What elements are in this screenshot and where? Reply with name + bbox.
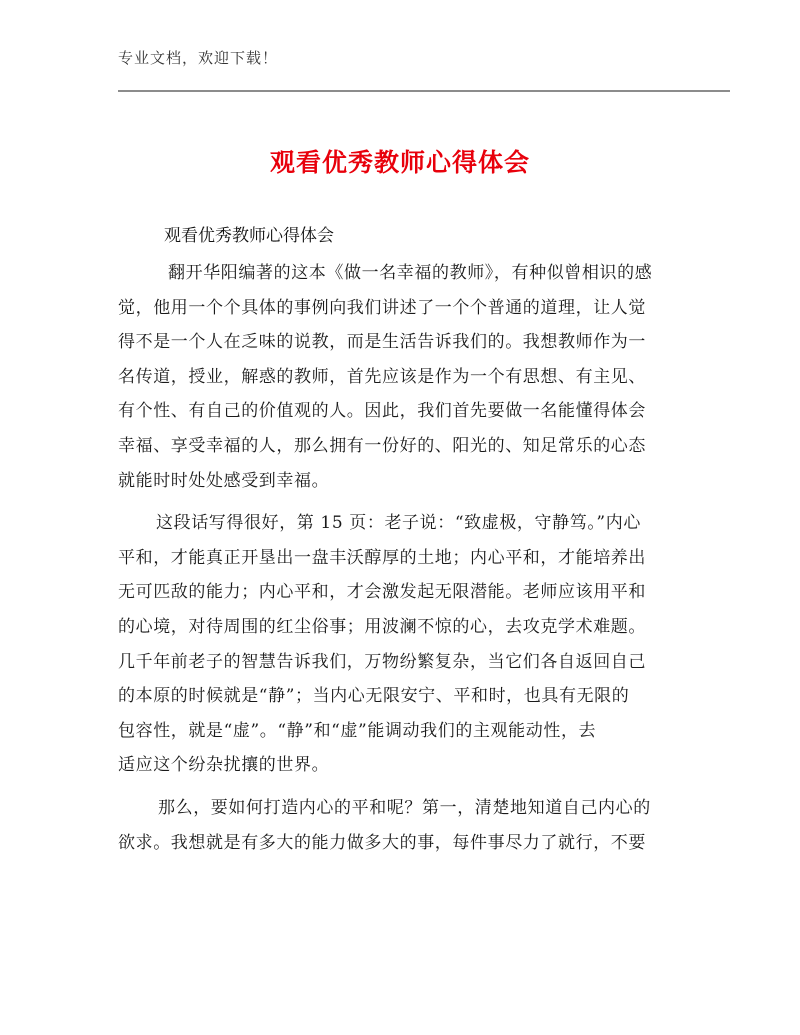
text-line: 适应这个纷杂扰攘的世界。 xyxy=(118,755,330,776)
text-line: 的心境，对待周围的红尘俗事；用波澜不惊的心，去攻克学术难题。 xyxy=(118,616,646,637)
document-body xyxy=(118,256,678,868)
document-title: 观看优秀教师心得体会 xyxy=(269,148,530,177)
text-line: 无可匹敌的能力；内心平和，才会激发起无限潜能。老师应该用平和 xyxy=(118,582,646,603)
header-divider xyxy=(118,90,730,92)
text-line: 的本原的时候就是“静”；当内心无限安宁、平和时，也具有无限的 xyxy=(118,686,630,707)
text-line: 那么，要如何打造内心的平和呢？第一，清楚地知道自己内心的 xyxy=(158,797,651,818)
text-line: 就能时时处处感受到幸福。 xyxy=(118,470,330,491)
section-heading: 观看优秀教师心得体会 xyxy=(164,226,334,246)
text-line: 有个性、有自己的价值观的人。因此，我们首先要做一名能懂得体会 xyxy=(118,401,646,422)
text-line: 觉，他用一个个具体的事例向我们讲述了一个个普通的道理，让人觉 xyxy=(118,297,646,318)
text-line: 翻开华阳编著的这本《做一名幸福的教师》，有种似曾相识的感 xyxy=(168,263,653,283)
text-line: 平和，才能真正开垦出一盘丰沃醇厚的土地；内心平和，才能培养出 xyxy=(118,547,646,568)
paragraph-2 xyxy=(118,506,678,783)
text-line: 得不是一个人在乏味的说教，而是生活告诉我们的。我想教师作为一 xyxy=(118,332,646,353)
paragraph-1 xyxy=(118,256,678,498)
text-line: 几千年前老子的智慧告诉我们，万物纷繁复杂，当它们各自返回自己 xyxy=(118,651,646,672)
text-line: 幸福、享受幸福的人，那么拥有一份好的、阳光的、知足常乐的心态 xyxy=(118,435,646,456)
text-line: 名传道，授业，解惑的教师，首先应该是作为一个有思想、有主见、 xyxy=(118,366,646,387)
text-line: 欲求。我想就是有多大的能力做多大的事，每件事尽力了就行，不要 xyxy=(118,832,646,853)
text-line: 包容性，就是“虚”。“静”和“虚”能调动我们的主观能动性，去 xyxy=(118,720,597,741)
page-header-text: 专业文档，欢迎下载！ xyxy=(118,49,279,67)
text-line: 这段话写得很好，第 15 页：老子说：“致虚极，守静笃。”内心 xyxy=(156,513,641,534)
paragraph-3 xyxy=(118,791,678,860)
